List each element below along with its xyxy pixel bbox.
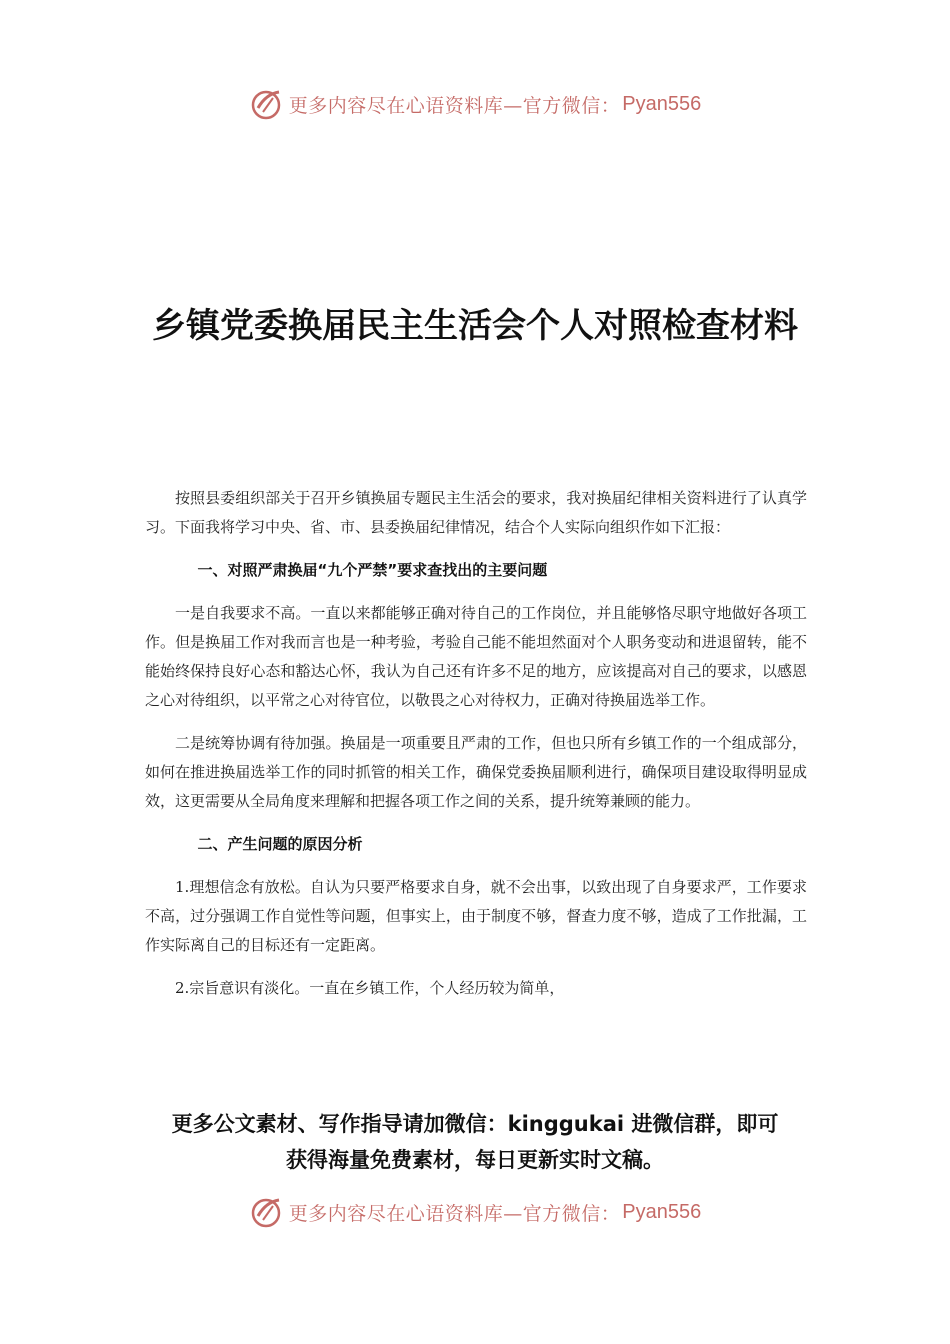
watermark-id: Pyan556 (622, 1200, 702, 1223)
promo-banner (100, 1106, 850, 1178)
watermark-text: 更多内容尽在心语资料库—官方微信： (288, 1202, 621, 1225)
paragraph-3: 1.理想信念有放松。自认为只要严格要求自身，就不会出事，以致出现了自身要求严，工作要求不高，过分强调工作自觉性等问题，但事实上，由于制度不够，督查力度不够，造成了工作批漏，工作实际离自己的目标还有一定距离。 (145, 878, 807, 954)
promo-line-2: 获得海量免费素材，每日更新实时文稿。 (286, 1148, 664, 1172)
promo-line-1: 更多公文素材、写作指导请加微信：kinggukai 进微信群，即可 (171, 1112, 779, 1136)
paragraph-2: 二是统筹协调有待加强。换届是一项重要且严肃的工作，但也只所有乡镇工作的一个组成部分，如何在推进换届选举工作的同时抓管的相关工作，确保党委换届顺利进行，确保项目建设取得明显成效，这更需要从全局角度来理解和把握各项工作之间的关系，提升统筹兼顾的能力。 (145, 734, 807, 810)
watermark-id: Pyan556 (622, 92, 702, 115)
logo-icon (249, 1194, 285, 1230)
footer-watermark (0, 1192, 950, 1232)
section-heading-2: 二、产生问题的原因分析 (197, 835, 363, 853)
paragraph-1: 一是自我要求不高。一直以来都能够正确对待自己的工作岗位，并且能够恪尽职守地做好各项工作。但是换届工作对我而言也是一种考验，考验自己能不能坦然面对个人职务变动和进退留转，能不能始终保持良好心态和豁达心怀，我认为自己还有许多不足的地方，应该提高对自己的要求，以感恩之心对待组织，以平常之心对待官位，以敬畏之心对待权力，正确对待换届选举工作。 (145, 604, 807, 709)
intro-paragraph: 按照县委组织部关于召开乡镇换届专题民主生活会的要求，我对换届纪律相关资料进行了认真学习。下面我将学习中央、省、市、县委换届纪律情况，结合个人实际向组织作如下汇报： (145, 489, 807, 536)
paragraph-4: 2.宗旨意识有淡化。一直在乡镇工作，个人经历较为简单， (175, 979, 565, 997)
document-body (145, 484, 807, 1017)
header-watermark (0, 84, 950, 124)
document-title: 乡镇党委换届民主生活会个人对照检查材料 (152, 306, 798, 346)
logo-icon (249, 86, 285, 122)
watermark-text: 更多内容尽在心语资料库—官方微信： (288, 94, 621, 117)
section-heading-1: 一、对照严肃换届“九个严禁”要求查找出的主要问题 (197, 561, 548, 579)
